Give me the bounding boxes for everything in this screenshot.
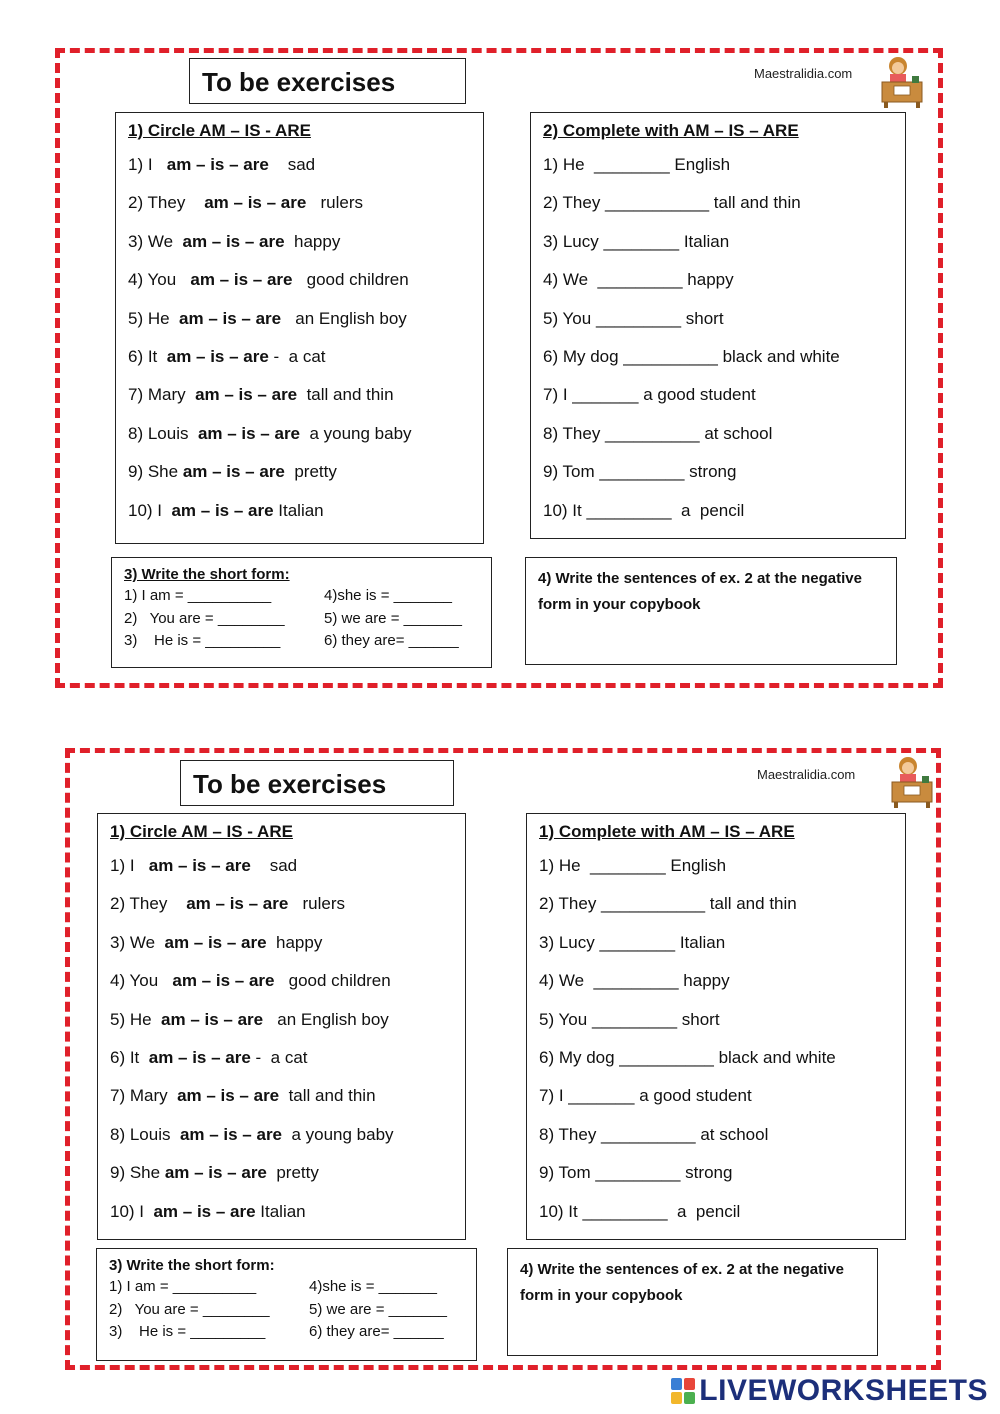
complete-item[interactable]: 4) We _________ happy	[543, 270, 734, 290]
teacher-icon	[880, 54, 924, 108]
exercise-3-heading: 3) Write the short form:	[109, 1257, 275, 1274]
site-label: Maestralidia.com	[754, 66, 853, 81]
complete-item[interactable]: 6) My dog __________ black and white	[543, 346, 840, 366]
circle-item: 2) They am – is – are rulers	[128, 193, 363, 213]
circle-item: 3) We am – is – are happy	[110, 932, 323, 952]
complete-item[interactable]: 3) Lucy ________ Italian	[539, 932, 726, 952]
short-form-row	[109, 1278, 464, 1301]
exercise-2-list	[539, 856, 893, 1240]
choice-options[interactable]: am – is – are	[186, 894, 289, 914]
complete-item[interactable]: 10) It _________ a pencil	[539, 1201, 741, 1221]
complete-item[interactable]: 3) Lucy ________ Italian	[543, 231, 730, 251]
circle-item: 6) It am – is – are - a cat	[128, 346, 326, 366]
choice-options[interactable]: am – is – are	[197, 423, 301, 443]
exercise-1-heading: 1) Circle AM – IS - ARE	[110, 822, 293, 841]
choice-options[interactable]: am – is – are	[166, 346, 269, 366]
circle-item: 7) Mary am – is – are tall and thin	[110, 1086, 376, 1106]
exercise-3-box	[96, 1248, 477, 1361]
short-form-row	[124, 587, 479, 610]
exercise-1-list	[110, 856, 453, 1240]
complete-item[interactable]: 6) My dog __________ black and white	[539, 1047, 836, 1067]
choice-options[interactable]: am – is – are	[179, 308, 282, 328]
short-form-row	[109, 1323, 464, 1346]
short-form-left[interactable]: 1) I am = __________	[124, 587, 272, 604]
choice-options[interactable]: am – is – are	[190, 270, 293, 290]
complete-item[interactable]: 4) We _________ happy	[539, 971, 730, 991]
choice-options[interactable]: am – is – are	[164, 932, 267, 952]
complete-item[interactable]: 8) They __________ at school	[543, 423, 773, 443]
choice-options[interactable]: am – is – are	[177, 1086, 280, 1106]
circle-item: 1) I am – is – are sad	[110, 856, 298, 875]
complete-item[interactable]: 8) They __________ at school	[539, 1124, 769, 1144]
short-form-row	[124, 610, 479, 633]
circle-item: 1) I am – is – are sad	[128, 155, 316, 174]
short-form-row	[124, 632, 479, 655]
short-form-row	[109, 1301, 464, 1324]
circle-item: 10) I am – is – are Italian	[110, 1201, 306, 1221]
complete-item[interactable]: 10) It _________ a pencil	[543, 500, 745, 520]
circle-item: 5) He am – is – are an English boy	[128, 308, 407, 328]
short-form-right[interactable]: 6) they are= ______	[324, 632, 459, 649]
exercise-2-list	[543, 155, 893, 539]
exercise-1-heading: 1) Circle AM – IS - ARE	[128, 121, 311, 140]
liveworksheets-icon	[671, 1378, 695, 1404]
choice-options[interactable]: am – is – are	[179, 1124, 283, 1144]
complete-item[interactable]: 9) Tom _________ strong	[539, 1163, 733, 1183]
choice-options[interactable]: am – is – are	[171, 500, 274, 520]
complete-item[interactable]: 1) He ________ English	[543, 155, 731, 174]
choice-options[interactable]: am – is – are	[164, 1163, 267, 1183]
choice-options[interactable]: am – is – are	[161, 1009, 264, 1029]
choice-options[interactable]: am – is – are	[166, 155, 269, 174]
short-form-right[interactable]: 6) they are= ______	[309, 1323, 444, 1340]
circle-item: 7) Mary am – is – are tall and thin	[128, 385, 394, 405]
exercise-4-text: 4) Write the sentences of ex. 2 at the negative form in your copybook	[520, 1261, 844, 1304]
short-form-left[interactable]: 3) He is = _________	[124, 632, 281, 649]
exercise-2-heading: 1) Complete with AM – IS – ARE	[539, 822, 795, 841]
choice-options[interactable]: am – is – are	[182, 462, 285, 482]
circle-item: 5) He am – is – are an English boy	[110, 1009, 389, 1029]
exercise-4-box	[525, 557, 897, 665]
exercise-2-box	[530, 112, 906, 539]
complete-item[interactable]: 5) You _________ short	[543, 308, 724, 328]
complete-item[interactable]: 7) I _______ a good student	[539, 1086, 752, 1106]
complete-item[interactable]: 2) They ___________ tall and thin	[543, 193, 801, 213]
circle-item: 10) I am – is – are Italian	[128, 500, 324, 520]
choice-options[interactable]: am – is – are	[153, 1201, 256, 1221]
short-form-left[interactable]: 2) You are = ________	[124, 609, 285, 627]
complete-item[interactable]: 7) I _______ a good student	[543, 385, 756, 405]
choice-options[interactable]: am – is – are	[148, 856, 251, 875]
choice-options[interactable]: am – is – are	[172, 971, 275, 991]
site-label: Maestralidia.com	[757, 767, 856, 782]
circle-item: 9) She am – is – are pretty	[110, 1163, 319, 1183]
exercise-1-box	[97, 813, 466, 1240]
exercise-1-list	[128, 155, 471, 539]
choice-options[interactable]: am – is – are	[148, 1047, 251, 1067]
exercise-4-box	[507, 1248, 878, 1356]
short-form-right[interactable]: 5) we are = _______	[309, 1300, 448, 1318]
short-form-right[interactable]: 4)she is = _______	[309, 1278, 438, 1295]
short-form-list	[109, 1278, 464, 1346]
exercise-2-box	[526, 813, 906, 1240]
exercise-2-heading: 2) Complete with AM – IS – ARE	[543, 121, 799, 140]
exercise-3-heading: 3) Write the short form:	[124, 566, 290, 583]
short-form-right[interactable]: 5) we are = _______	[324, 609, 463, 627]
circle-item: 8) Louis am – is – are a young baby	[128, 423, 412, 443]
short-form-list	[124, 587, 479, 655]
short-form-left[interactable]: 3) He is = _________	[109, 1323, 266, 1340]
circle-item: 4) You am – is – are good children	[110, 971, 391, 991]
complete-item[interactable]: 5) You _________ short	[539, 1009, 720, 1029]
short-form-right[interactable]: 4)she is = _______	[324, 587, 453, 604]
circle-item: 3) We am – is – are happy	[128, 231, 341, 251]
circle-item: 9) She am – is – are pretty	[128, 462, 337, 482]
exercise-1-box	[115, 112, 484, 544]
exercise-4-text: 4) Write the sentences of ex. 2 at the negative form in your copybook	[538, 570, 862, 613]
complete-item[interactable]: 9) Tom _________ strong	[543, 462, 737, 482]
choice-options[interactable]: am – is – are	[204, 193, 307, 213]
short-form-left[interactable]: 2) You are = ________	[109, 1300, 270, 1318]
circle-item: 8) Louis am – is – are a young baby	[110, 1124, 394, 1144]
liveworksheets-brand: LIVEWORKSHEETS	[699, 1374, 988, 1407]
worksheet-title: To be exercises	[180, 760, 454, 806]
circle-item: 6) It am – is – are - a cat	[110, 1047, 308, 1067]
short-form-left[interactable]: 1) I am = __________	[109, 1278, 257, 1295]
choice-options[interactable]: am – is – are	[182, 231, 285, 251]
circle-item: 2) They am – is – are rulers	[110, 894, 345, 914]
circle-item: 4) You am – is – are good children	[128, 270, 409, 290]
complete-item[interactable]: 2) They ___________ tall and thin	[539, 894, 797, 914]
teacher-icon	[890, 754, 934, 808]
exercise-3-box	[111, 557, 492, 668]
worksheet-title: To be exercises	[189, 58, 466, 104]
liveworksheets-logo	[671, 1374, 988, 1408]
choice-options[interactable]: am – is – are	[195, 385, 298, 405]
complete-item[interactable]: 1) He ________ English	[539, 856, 727, 875]
